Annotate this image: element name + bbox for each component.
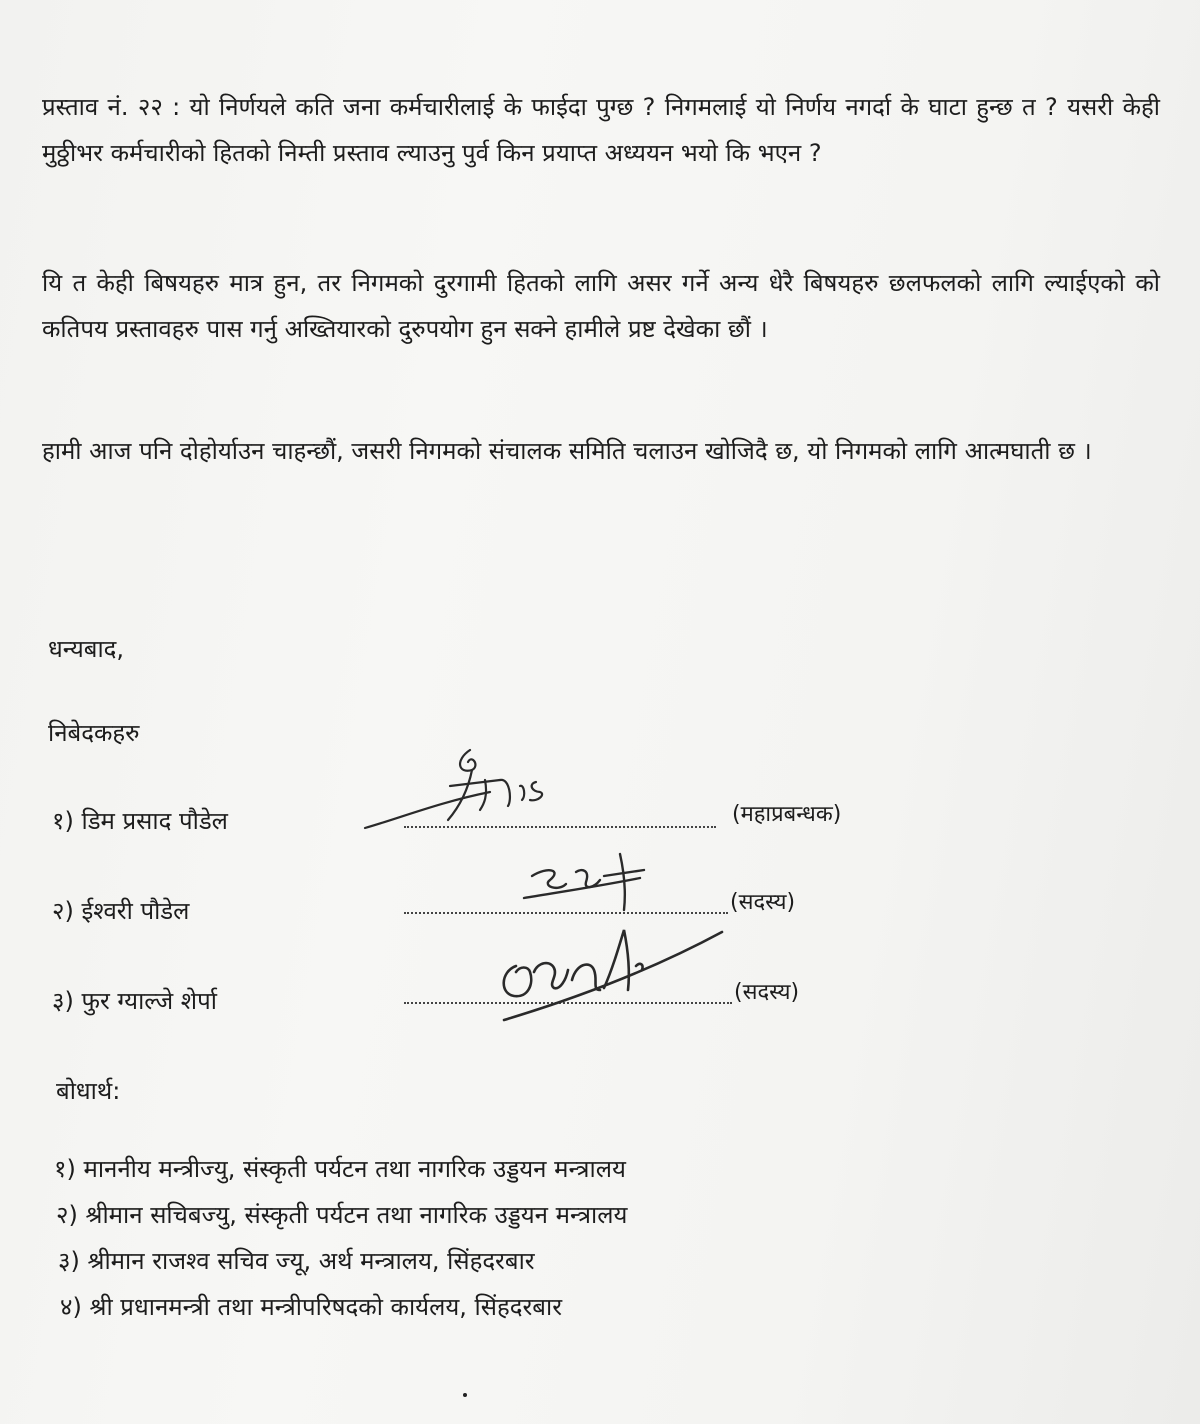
paragraph-conclusion: हामी आज पनि दोहोर्याउन चाहन्छौं, जसरी निगमको संचालक समिति चलाउन खोजिदै छ, यो निगमको लागि आत्मघाती छ । (42, 437, 1092, 465)
signatory-role: (सदस्य) (734, 980, 800, 1005)
cc-list-item: २) श्रीमान सचिबज्यु, संस्कृती पर्यटन तथा नागरिक उड्डयन मन्त्रालय (56, 1201, 628, 1229)
signatory-name: ३) फुर ग्याल्जे शेर्पा (52, 987, 217, 1015)
closing-thanks: धन्यबाद, (48, 635, 125, 663)
cc-heading: बोधार्थ: (56, 1077, 121, 1105)
signatories-heading: निबेदकहरु (48, 719, 140, 747)
cc-list-item: १) माननीय मन्त्रीज्यु, संस्कृती पर्यटन तथा नागरिक उड्डयन मन्त्रालय (54, 1155, 626, 1183)
cc-list-item: ४) श्री प्रधानमन्त्री तथा मन्त्रीपरिषदको कार्यलय, सिंहदरबार (60, 1293, 563, 1321)
signatory-name: १) डिम प्रसाद पौडेल (52, 807, 228, 835)
signatory-role: (सदस्य) (730, 890, 796, 915)
paragraph-other-issues: यि त केही बिषयहरु मात्र हुन, तर निगमको दुरगामी हितको लागि असर गर्ने अन्य धेरै बिषयहरु छलफलको लागि ल्याईएको को कतिपय प्रस्तावहरु पास गर्नु अख्तियारको दुरुपयोग हुन सक्ने हामीले प्रष्ट देखेका छौं । (42, 269, 1160, 343)
signatory-role: (महाप्रबन्धक) (732, 802, 842, 827)
handwritten-signature-3 (494, 910, 734, 1030)
paragraph-proposal-22: प्रस्ताव नं. २२ : यो निर्णयले कति जना कर्मचारीलाई के फाईदा पुग्छ ? निगमलाई यो निर्णय नगर्दा के घाटा हुन्छ त ? यसरी केही मुठ्ठीभर कर्मचारीको हितको निम्ती प्रस्ताव ल्याउनु पुर्व किन प्रयाप्त अध्ययन भयो कि भएन ? (42, 93, 1160, 167)
signatory-name: २) ईश्वरी पौडेल (52, 897, 190, 925)
handwritten-signature-1 (360, 740, 560, 840)
cc-list-item: ३) श्रीमान राजश्व सचिव ज्यू, अर्थ मन्त्रालय, सिंहदरबार (58, 1247, 535, 1275)
ink-dot (463, 1393, 467, 1397)
